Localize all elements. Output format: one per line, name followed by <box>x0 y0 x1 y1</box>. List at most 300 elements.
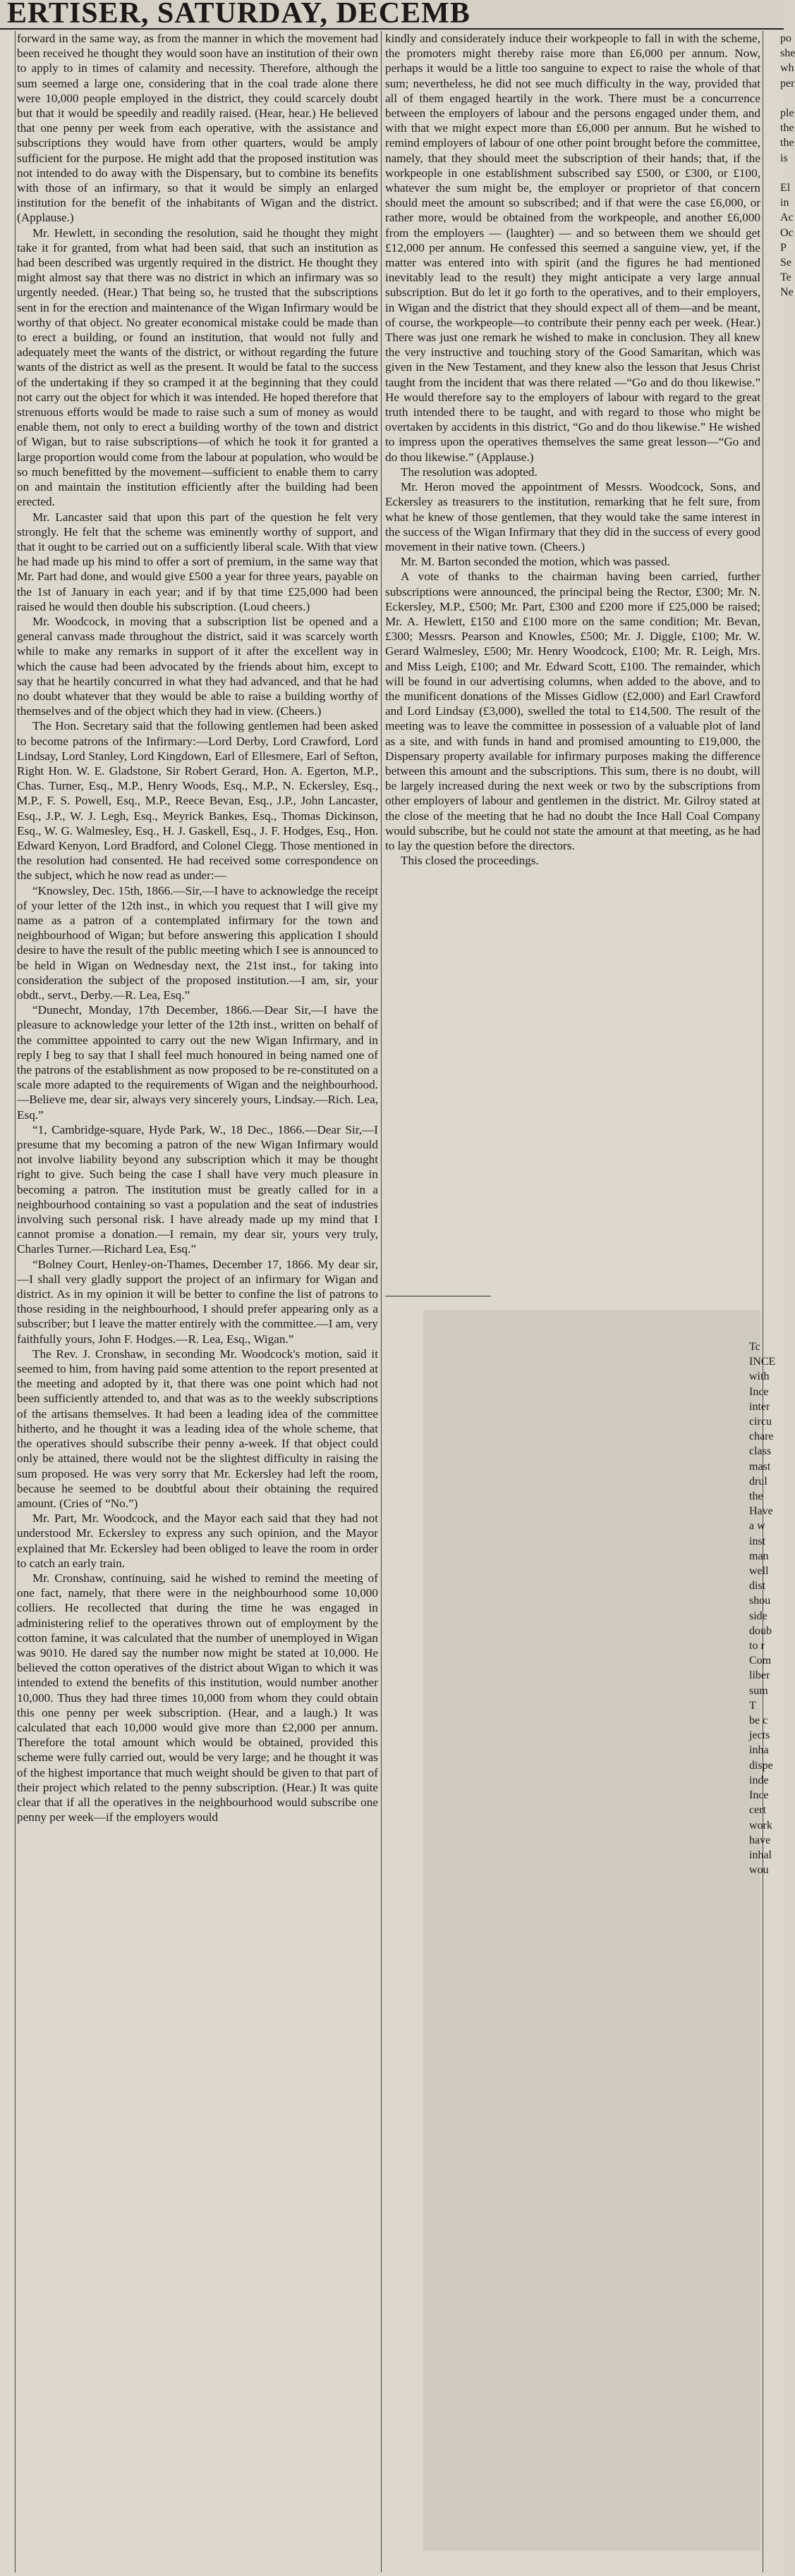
right-edge-line <box>765 689 784 704</box>
left-edge-line <box>0 2498 14 2513</box>
left-edge-line <box>0 1421 14 1436</box>
left-edge-line <box>0 46 14 61</box>
left-edge-line <box>0 2363 14 2378</box>
right-edge-line <box>765 510 784 525</box>
right-edge-line <box>765 1152 784 1167</box>
left-edge-line <box>0 2049 14 2063</box>
left-edge-line <box>0 809 14 823</box>
left-edge-line <box>0 1062 14 1077</box>
right-edge-line: ple <box>780 107 794 120</box>
left-edge-line <box>0 2169 14 2183</box>
right-block-line: Ince <box>749 1789 769 1802</box>
right-block-line: to r <box>749 1640 765 1652</box>
column-2-paragraph: Mr. Heron moved the appointment of Messrs. Woodcock, Sons, and Eckersley as treasurers to the institution, remarking that he felt sure, from what he knew of those gentlemen, that they would take the same interest in the success of the Wigan Infirmary that they did in the success of every good movement in their native town. (Cheers.) <box>385 480 760 553</box>
left-edge-line <box>0 2139 14 2154</box>
left-edge-line <box>0 1705 14 1720</box>
left-edge-line <box>0 2228 14 2243</box>
column-1-paragraph: Mr. Lancaster said that upon this part of the question he felt very strongly. He felt that the scheme was eminently worthy of support, and that it ought to be carried out on a sufficiently liberal scale. With that view he had made up his mind to offer a sort of premium, in the same way that Mr. Part had done, and would give £500 a year for three years, payable on the 1st of January in each year; and if by that time £25,000 had been raised he would then double his subscription. (Loud cheers.) <box>17 510 378 613</box>
left-edge-line <box>0 913 14 928</box>
left-edge-line <box>0 2423 14 2438</box>
left-edge-line <box>0 2482 14 2497</box>
column-2-paragraph: A vote of thanks to the chairman having been carried, further subscriptions were announced, the principal being the Rector, £300; Mr. N. Eckersley, M.P., £500; Mr. Part, £300 and £200 more if £25,000 be raised; Mr. A. Hewlett, £150 and £100 more on the same condition; Mr. Bevan, £300; Messrs. Pearson and Knowles, £500; Mr. J. Diggle, £100; Mr. W. Gerard Walmesley, £500; Mr. Henry Woodcock, £100; Mr. R. Leigh, Mrs. and Miss Leigh, £100; and Mr. Edward Scott, £100. The remainder, which will be found in our advertising columns, when added to the above, and to the munificent donations of the Misses Gidlow (£2,000) and Earl Crawford and Lord Lindsay (£3,000), swelled the total to £14,500. The result of the meeting was to leave the committee in possession of a valuable plot of land as a site, and with funds in hand and promised amounting to £19,000, the Dispensary property available for infirmary purposes making the difference between this amount and the subscriptions. This sum, there is no doubt, will be largely increased during the next week or two by the subscriptions from other employers of labour and gentlemen in the district. Mr. Gilroy stated at the close of the meeting that he had no doubt the Ince Hall Coal Company would subscribe, but he could not state the amount at that meeting, as he had to lay the question before the directors. <box>385 570 760 852</box>
left-edge-line <box>0 270 14 285</box>
right-edge-line <box>765 718 784 733</box>
left-edge-line <box>0 2408 14 2422</box>
right-block-line: sum <box>749 1684 768 1697</box>
left-edge-line <box>0 1391 14 1406</box>
column-1-paragraph: The Rev. J. Cronshaw, in seconding Mr. Woodcock's motion, said it seemed to him, from having paid some attention to the report presented at the meeting and adopted by it, that there was one point which had not been sufficiently attended to, and that was as to the weekly subscriptions of the artisans themselves. It had been a leading idea of the committee hitherto, and he thought it was a leading idea of the whole scheme, that the operatives should subscribe their penny a-week. If that object could only be attained, there would not be the slightest difficulty in raising the sum proposed. He was very sorry that Mr. Eckersley had left the room, because he seemed to be doubtful about their obtaining the required amount. (Cries of “No.”) <box>17 1347 378 1510</box>
left-edge-line <box>0 674 14 689</box>
right-edge-line <box>765 1227 784 1241</box>
left-edge-line <box>0 2243 14 2258</box>
left-edge-line <box>0 1735 14 1750</box>
right-edge-line <box>765 91 784 106</box>
left-edge-line <box>0 1017 14 1032</box>
article-column-1 <box>17 31 378 2572</box>
left-edge-line <box>0 1212 14 1227</box>
right-edge-line: the <box>780 122 794 135</box>
left-edge-line <box>0 629 14 644</box>
column-1-paragraph: “Knowsley, Dec. 15th, 1866.—Sir,—I have to acknowledge the receipt of your letter of the 12th inst., in which you request that I will give my name as a patron of a contemplated infirmary for the town and neighbourhood of Wigan; but before answering this application I should desire to have the result of the public meeting which I see is announced to be held in Wigan on Wednesday next, the 21st inst., for taking into consideration the subject of the proposed institution.—I am, sir, your obdt., servt., Derby.—R. Lea, Esq.” <box>17 883 378 1002</box>
right-edge-line <box>765 554 784 569</box>
left-edge-line <box>0 1795 14 1810</box>
left-edge-line <box>0 1840 14 1855</box>
left-edge-line <box>0 2109 14 2123</box>
right-edge-line <box>765 868 784 883</box>
left-edge-line <box>0 31 14 46</box>
right-block-line: wou <box>749 1864 769 1877</box>
left-edge-line <box>0 763 14 778</box>
left-edge-line <box>0 2318 14 2333</box>
masthead <box>0 0 784 30</box>
right-edge-line <box>765 674 784 689</box>
right-edge-line <box>765 375 784 390</box>
right-block-line: side <box>749 1609 767 1622</box>
right-block-line: the <box>749 1490 763 1503</box>
left-edge-line <box>0 1406 14 1421</box>
right-edge-line: Ac <box>780 211 794 224</box>
left-edge-line <box>0 1227 14 1241</box>
left-edge-line <box>0 1870 14 1884</box>
left-edge-line <box>0 1780 14 1795</box>
column-2-paragraph: kindly and considerately induce their workpeople to fall in with the scheme, the promoters might thereby raise more than £6,000 per annum. Now, perhaps it would be a little too sanguine to expect to raise the whole of that sum; nevertheless, he did not see much difficulty in the way, provided that all of them engaged heartily in the work. There must be a concurrence between the employers of labour and the persons engaged under them, and with that we might expect more than £6,000 per annum. But he wished to remind employers of labour of one other point brought before the committee, namely, that they should meet the subscription of their hands; that, if the workpeople in one establishment subscribed say £500, or £300, or £100, whatever the sum might be, the employer or proprietor of that concern should meet the amount so subscribed; and if that were the case £6,000, or rather more, would be obtained from the workpeople, and another £6,000 from the employers — (laughter) — and so between them we should get £12,000 per annum. He confessed this seemed a sanguine view, yet, if the matter was entered into with spirit (and the figures he had mentioned inevitably lead to the result) they might anticipate a very large annual subscription. But do let it go forth to the operatives, and to their employers, in Wigan and the district that they should expect all of them—and be meant, of course, the workpeople—to contribute their penny each per week. (Hear.) There was just one remark he wished to make in conclusion. They all knew the very instructive and touching story of the Good Samaritan, which was given in the New Testament, and they knew also the lesson that Jesus Christ taught from the incident that was there related —“Go and do thou likewise.” He would therefore say to the employers of labour with regard to the great truth intended there to be taught, and with regard to those who might be overtaken by accidents in this district, “Go and do thou likewise.” He wished to impress upon the operatives themselves the same great lesson—“Go and do thou likewise.” (Applause.) <box>385 32 760 464</box>
right-edge-line <box>765 1212 784 1227</box>
column-1-paragraph: The Hon. Secretary said that the following gentlemen had been asked to become patrons of the Infirmary:—Lord Derby, Lord Crawford, Lord Lindsay, Lord Stanley, Lord Kingdown, Earl of Ellesmere, Earl of Sefton, Right Hon. W. E. Gladstone, Sir Robert Gerard, Hon. A. Egerton, M.P., Chas. Turner, Esq., M.P., Henry Woods, Esq., M.P., N. Eckersley, Esq., M.P., F. S. Powell, Esq., M.P., Reece Bevan, Esq., J.P., John Lancaster, Esq., J.P., W. J. Legh, Esq., Meyrick Bankes, Esq., Thomas Dickinson, Esq., W. G. Walmesley, Esq., H. J. Gaskell, Esq., J. F. Hodges, Esq., Hon. Edward Kenyon, Lord Bradford, and Colonel Clegg. Those mentioned in the resolution had consented. He had received some correspondence on the subject, which he now read as under:— <box>17 719 378 883</box>
left-edge-line <box>0 1481 14 1496</box>
right-edge-line <box>765 539 784 554</box>
left-edge-line <box>0 1526 14 1540</box>
right-block-line: have <box>749 1834 771 1846</box>
left-edge-line <box>0 1347 14 1361</box>
column-1-paragraph: forward in the same way, as from the manner in which the movement had been received he thought they would soon have an institution of their own to apply to in times of calamity and necessity. Therefore, although the sum seemed a large one, considering that in the coal trade alone there were 10,000 people employed in the district, they could scarcely doubt but that it would be speedily and readily raised. (Hear, hear.) He believed that one penny per week from each operative, with the assistance and subscriptions they would have from other quarters, would be amply sufficient for the purpose. He might add that the proposed institution was not intended to do away with the Dispensary, but to combine its benefits with those of an infirmary, so that it would be simply an enlarged institution for the benefit of the inhabitants of Wigan and the district. (Applause.) <box>17 32 378 225</box>
left-edge-line <box>0 704 14 718</box>
left-edge-line <box>0 1645 14 1660</box>
left-edge-line <box>0 1675 14 1690</box>
left-edge-line <box>0 868 14 883</box>
left-edge-line <box>0 584 14 599</box>
left-edge-line <box>0 749 14 763</box>
left-edge-line <box>0 988 14 1002</box>
right-block-line: inhal <box>749 1848 772 1861</box>
left-edge-line <box>0 1855 14 1870</box>
left-edge-line <box>0 1720 14 1735</box>
left-edge-line <box>0 479 14 494</box>
right-edge-line <box>765 1048 784 1062</box>
left-edge-line <box>0 2214 14 2228</box>
left-edge-line <box>0 1959 14 1974</box>
left-edge-line <box>0 2094 14 2109</box>
right-edge-line <box>765 360 784 374</box>
left-edge-line <box>0 2288 14 2303</box>
right-edge-line <box>765 1287 784 1301</box>
right-edge-line: wh <box>780 62 794 75</box>
column-1-paragraph: “Dunecht, Monday, 17th December, 1866.—Dear Sir,—I have the pleasure to acknowledge your letter of the 12th inst., written on behalf of the committee appointed to carry out the new Wigan Infirmary, and in reply I beg to say that I shall feel much honoured in being named one of the patrons of the establishment as now proposed to be re-constituted on a scale more adapted to the requirements of Wigan and the neighbourhood.—Believe me, dear sir, always very sincerely yours, Lindsay.—Rich. Lea, Esq.” <box>17 1003 378 1122</box>
right-block-line: jects <box>749 1729 770 1742</box>
left-edge-line <box>0 1541 14 1556</box>
left-edge-line <box>0 928 14 943</box>
right-edge-line <box>765 614 784 629</box>
left-edge-line <box>0 2513 14 2527</box>
left-edge-line <box>0 166 14 180</box>
left-edge-line <box>0 2542 14 2557</box>
right-edge-line <box>765 1316 784 1331</box>
right-edge-line <box>765 300 784 315</box>
right-edge-line <box>765 823 784 838</box>
left-edge-line <box>0 1122 14 1137</box>
column-2-paragraph: Mr. M. Barton seconded the motion, which was passed. <box>401 555 670 569</box>
right-edge-line: she <box>780 47 795 60</box>
right-block-line: Ince <box>749 1385 769 1398</box>
left-edge-line <box>0 2348 14 2362</box>
left-edge-line <box>0 390 14 405</box>
left-edge-line <box>0 883 14 898</box>
right-edge-line <box>765 390 784 405</box>
left-edge-line <box>0 778 14 793</box>
right-block-line: chare <box>749 1430 774 1443</box>
left-edge-line <box>0 1466 14 1481</box>
right-edge-line <box>765 1033 784 1048</box>
left-edge-line <box>0 2123 14 2138</box>
right-edge-line <box>765 1002 784 1017</box>
right-block-line: inter <box>749 1400 770 1413</box>
right-edge-line <box>765 973 784 988</box>
left-edge-line <box>0 823 14 838</box>
left-edge-line <box>0 2393 14 2408</box>
left-edge-line <box>0 614 14 629</box>
left-edge-fragments <box>0 31 14 2569</box>
left-edge-line <box>0 1810 14 1824</box>
right-block-line: inha <box>749 1744 769 1757</box>
right-edge-line <box>765 1197 784 1212</box>
left-edge-line <box>0 1571 14 1586</box>
left-edge-line <box>0 734 14 749</box>
left-edge-line <box>0 510 14 525</box>
right-edge-line <box>765 749 784 763</box>
left-edge-line <box>0 419 14 434</box>
right-edge-line <box>765 525 784 539</box>
right-edge-line <box>765 1241 784 1256</box>
left-edge-line <box>0 599 14 614</box>
right-edge-line <box>765 1062 784 1077</box>
right-edge-line <box>765 1167 784 1182</box>
right-edge-line <box>765 958 784 973</box>
left-edge-line <box>0 195 14 210</box>
left-edge-line <box>0 360 14 374</box>
column-1-paragraph: “1, Cambridge-square, Hyde Park, W., 18 Dec., 1866.—Dear Sir,—I presume that my becoming a patron of the new Wigan Infirmary would not involve liability beyond any subscription which it may be thought right to give. Such being the case I shall have very much pleasure in becoming a patron. The institution must be greatly called for in a neighbourhood containing so vast a population and the seat of industries involving such personal risk. I have already made up my mind that I cannot promise a donation.—I remain, my dear sir, yours very truly, Charles Turner.—Richard Lea, Esq.” <box>17 1122 378 1256</box>
right-edge-line <box>765 434 784 449</box>
left-edge-line <box>0 255 14 270</box>
right-edge-line <box>765 315 784 330</box>
left-edge-line <box>0 1361 14 1376</box>
right-block-line: class <box>749 1445 772 1458</box>
right-block-line: mast <box>749 1460 771 1473</box>
right-edge-line: per <box>780 77 795 90</box>
left-edge-line <box>0 1660 14 1675</box>
right-edge-line <box>765 479 784 494</box>
left-edge-line <box>0 2333 14 2348</box>
left-edge-line <box>0 1915 14 1930</box>
left-edge-line <box>0 1765 14 1780</box>
left-edge-line <box>0 285 14 300</box>
right-edge-line <box>765 419 784 434</box>
left-edge-line <box>0 1241 14 1256</box>
left-edge-line <box>0 1944 14 1959</box>
left-edge-line <box>0 1899 14 1914</box>
right-edge-line: Se <box>780 257 791 269</box>
left-edge-line <box>0 1301 14 1316</box>
left-edge-line <box>0 1332 14 1347</box>
left-edge-line <box>0 1930 14 1944</box>
right-edge-fragments-bottom <box>749 1339 784 2538</box>
right-edge-line <box>765 853 784 868</box>
left-edge-line <box>0 1974 14 1989</box>
right-edge-line: po <box>780 32 791 44</box>
left-edge-line <box>0 1616 14 1631</box>
left-edge-line <box>0 330 14 345</box>
right-edge-line <box>765 644 784 658</box>
right-block-line: dist <box>749 1580 766 1593</box>
left-edge-line <box>0 61 14 75</box>
left-edge-line <box>0 1451 14 1466</box>
left-edge-line <box>0 1600 14 1615</box>
left-edge-line <box>0 106 14 121</box>
right-block-line <box>749 1877 784 1892</box>
right-edge-line <box>765 1092 784 1107</box>
left-edge-line <box>0 1884 14 1899</box>
left-edge-line <box>0 554 14 569</box>
left-edge-line <box>0 2019 14 2034</box>
right-edge-line <box>765 1257 784 1272</box>
left-edge-line <box>0 2079 14 2094</box>
right-edge-line <box>765 1272 784 1287</box>
right-edge-line <box>765 599 784 614</box>
right-edge-line <box>765 494 784 509</box>
left-edge-line <box>0 1137 14 1152</box>
left-edge-line <box>0 2303 14 2318</box>
left-edge-line <box>0 1989 14 2004</box>
right-edge-line <box>765 988 784 1002</box>
column-2-paragraph: This closed the proceedings. <box>401 854 539 868</box>
left-edge-line <box>0 315 14 330</box>
left-edge-line <box>0 2183 14 2198</box>
right-block-line: be c <box>749 1715 768 1727</box>
right-block-line: doub <box>749 1624 772 1637</box>
right-edge-line <box>765 763 784 778</box>
left-edge-line <box>0 1033 14 1048</box>
right-edge-line <box>765 450 784 465</box>
left-edge-line <box>0 1316 14 1331</box>
right-edge-line <box>765 838 784 853</box>
column-1-paragraph: Mr. Cronshaw, continuing, said he wished to remind the meeting of one fact, namely, that there were in the neighbourhood some 10,000 colliers. He recollected that during the time he was engaged in administering relief to the operatives thrown out of employment by the cotton famine, it was calculated that the number of unemployed in Wigan was 9010. He dared say the number now might be stated at 10,000. He believed the cotton operatives of the district about Wigan to which it was intended to extend the benefits of this institution, would number another 10,000. Thus they had three times 10,000 from whom they could obtain this one penny per week subscription. (Hear, and a laugh.) It was calculated that each 10,000 would give more than £2,000 per annum. Therefore the total amount which would be obtained, provided this scheme were fully carried out, would be very large; and he thought it was of the highest importance that much weight should be given to that part of their project which related to the penny subscription. (Hear.) It was quite clear that if all the operatives in the neighbourhood would subscribe one penny per week—if the employers would <box>17 1571 378 1824</box>
article-column-2 <box>385 31 760 1300</box>
right-edge-line <box>765 809 784 823</box>
right-edge-line <box>765 913 784 928</box>
right-edge-line <box>765 928 784 943</box>
left-edge-line <box>0 1376 14 1391</box>
right-edge-line <box>765 1301 784 1316</box>
right-edge-line <box>765 943 784 957</box>
right-edge-line <box>765 629 784 644</box>
left-edge-line <box>0 2258 14 2273</box>
right-edge-line <box>765 1122 784 1137</box>
right-edge-line <box>765 330 784 345</box>
right-edge-line: Oc <box>780 226 794 239</box>
left-edge-line <box>0 1556 14 1571</box>
right-edge-line <box>765 659 784 674</box>
right-block-line: Tc <box>749 1341 760 1353</box>
right-block-line: T <box>749 1699 756 1712</box>
right-block-line: liber <box>749 1669 770 1682</box>
right-block-line: Com <box>749 1655 772 1667</box>
left-edge-line <box>0 121 14 135</box>
left-edge-line <box>0 1272 14 1287</box>
right-edge-line <box>765 734 784 749</box>
right-edge-line <box>765 569 784 584</box>
right-block-line: dispe <box>749 1759 773 1772</box>
right-edge-line <box>765 1017 784 1032</box>
right-edge-line <box>765 793 784 808</box>
right-block-line: man <box>749 1550 769 1562</box>
left-edge-line <box>0 1152 14 1167</box>
left-edge-line <box>0 1092 14 1107</box>
left-edge-line <box>0 2004 14 2019</box>
left-edge-line <box>0 718 14 733</box>
right-edge-line <box>765 345 784 360</box>
left-edge-line <box>0 345 14 360</box>
right-block-line: Have <box>749 1505 773 1518</box>
right-block-line: inde <box>749 1774 769 1786</box>
left-edge-line <box>0 1167 14 1182</box>
right-edge-line: Te <box>780 271 791 284</box>
right-edge-line <box>765 1077 784 1092</box>
left-edge-line <box>0 2453 14 2467</box>
left-edge-line <box>0 1002 14 1017</box>
right-edge-line <box>765 898 784 913</box>
left-edge-line <box>0 569 14 584</box>
left-edge-line <box>0 450 14 465</box>
left-edge-line <box>0 2064 14 2079</box>
right-edge-line <box>765 584 784 599</box>
left-edge-line <box>0 240 14 255</box>
left-edge-line <box>0 2273 14 2288</box>
left-edge-line <box>0 1586 14 1600</box>
left-edge-line <box>0 853 14 868</box>
right-edge-line: in <box>780 197 789 209</box>
left-edge-line <box>0 2378 14 2393</box>
right-edge-line: El <box>780 182 791 195</box>
blank-page-area <box>423 1310 760 2551</box>
left-edge-line <box>0 2198 14 2213</box>
right-edge-line <box>765 1137 784 1152</box>
right-block-line: INCE <box>749 1356 776 1368</box>
left-edge-line <box>0 898 14 913</box>
right-block-line: drul <box>749 1475 767 1488</box>
left-edge-line <box>0 1077 14 1092</box>
left-edge-line <box>0 838 14 853</box>
left-edge-line <box>0 1257 14 1272</box>
left-edge-line <box>0 973 14 988</box>
left-edge-line <box>0 1631 14 1645</box>
right-edge-line: the <box>780 137 794 149</box>
left-edge-line <box>0 1436 14 1451</box>
left-edge-line <box>0 210 14 225</box>
right-block-line: well <box>749 1565 769 1578</box>
left-edge-line <box>0 1750 14 1765</box>
left-edge-line <box>0 375 14 390</box>
right-edge-line <box>765 465 784 479</box>
left-edge-line <box>0 689 14 704</box>
column-2-paragraph: The resolution was adopted. <box>401 465 538 479</box>
left-edge-line <box>0 659 14 674</box>
left-edge-line <box>0 91 14 106</box>
right-edge-line: P <box>780 241 787 254</box>
left-edge-line <box>0 226 14 240</box>
left-edge-line <box>0 525 14 539</box>
column-1-paragraph: Mr. Part, Mr. Woodcock, and the Mayor each said that they had not understood Mr. Eckersley to express any such opinion, and the Mayor explained that Mr. Eckersley had been obliged to leave the room in order to catch an early train. <box>17 1511 378 1570</box>
left-edge-line <box>0 1287 14 1301</box>
right-block-line: a w <box>749 1520 765 1533</box>
left-edge-line <box>0 465 14 479</box>
left-edge-line <box>0 958 14 973</box>
left-edge-line <box>0 405 14 419</box>
right-edge-line <box>765 1182 784 1197</box>
right-edge-line <box>765 778 784 793</box>
left-edge-line <box>0 300 14 315</box>
right-edge-line <box>765 1108 784 1122</box>
left-edge-line <box>0 1048 14 1062</box>
masthead-title: ERTISER, SATURDAY, DECEMB <box>7 0 471 30</box>
right-edge-line: Ne <box>780 286 794 299</box>
left-edge-line <box>0 1197 14 1212</box>
left-edge-line <box>0 2154 14 2169</box>
column-rule-middle <box>381 31 382 2572</box>
right-block-line: cert <box>749 1804 766 1817</box>
right-edge-line <box>765 166 784 180</box>
left-edge-line <box>0 1691 14 1705</box>
left-edge-line <box>0 539 14 554</box>
right-edge-line <box>765 704 784 718</box>
right-edge-line <box>765 405 784 419</box>
column-rule-left <box>15 31 16 2572</box>
left-edge-line <box>0 793 14 808</box>
left-edge-line <box>0 1108 14 1122</box>
left-edge-line <box>0 644 14 658</box>
column-1-paragraph: “Bolney Court, Henley-on-Thames, December 17, 1866. My dear sir,—I shall very gladly support the project of an infirmary for Wigan and district. As in my opinion it will be better to confine the list of patrons to those residing in the neighbourhood, I should prefer appearing only as a subscriber; but I leave the matter entirely with the committee.—I am, very faithfully yours, John F. Hodges.—R. Lea, Esq., Wigan.” <box>17 1257 378 1346</box>
left-edge-line <box>0 2467 14 2482</box>
left-edge-line <box>0 943 14 957</box>
left-edge-line <box>0 2527 14 2542</box>
left-edge-line <box>0 76 14 91</box>
